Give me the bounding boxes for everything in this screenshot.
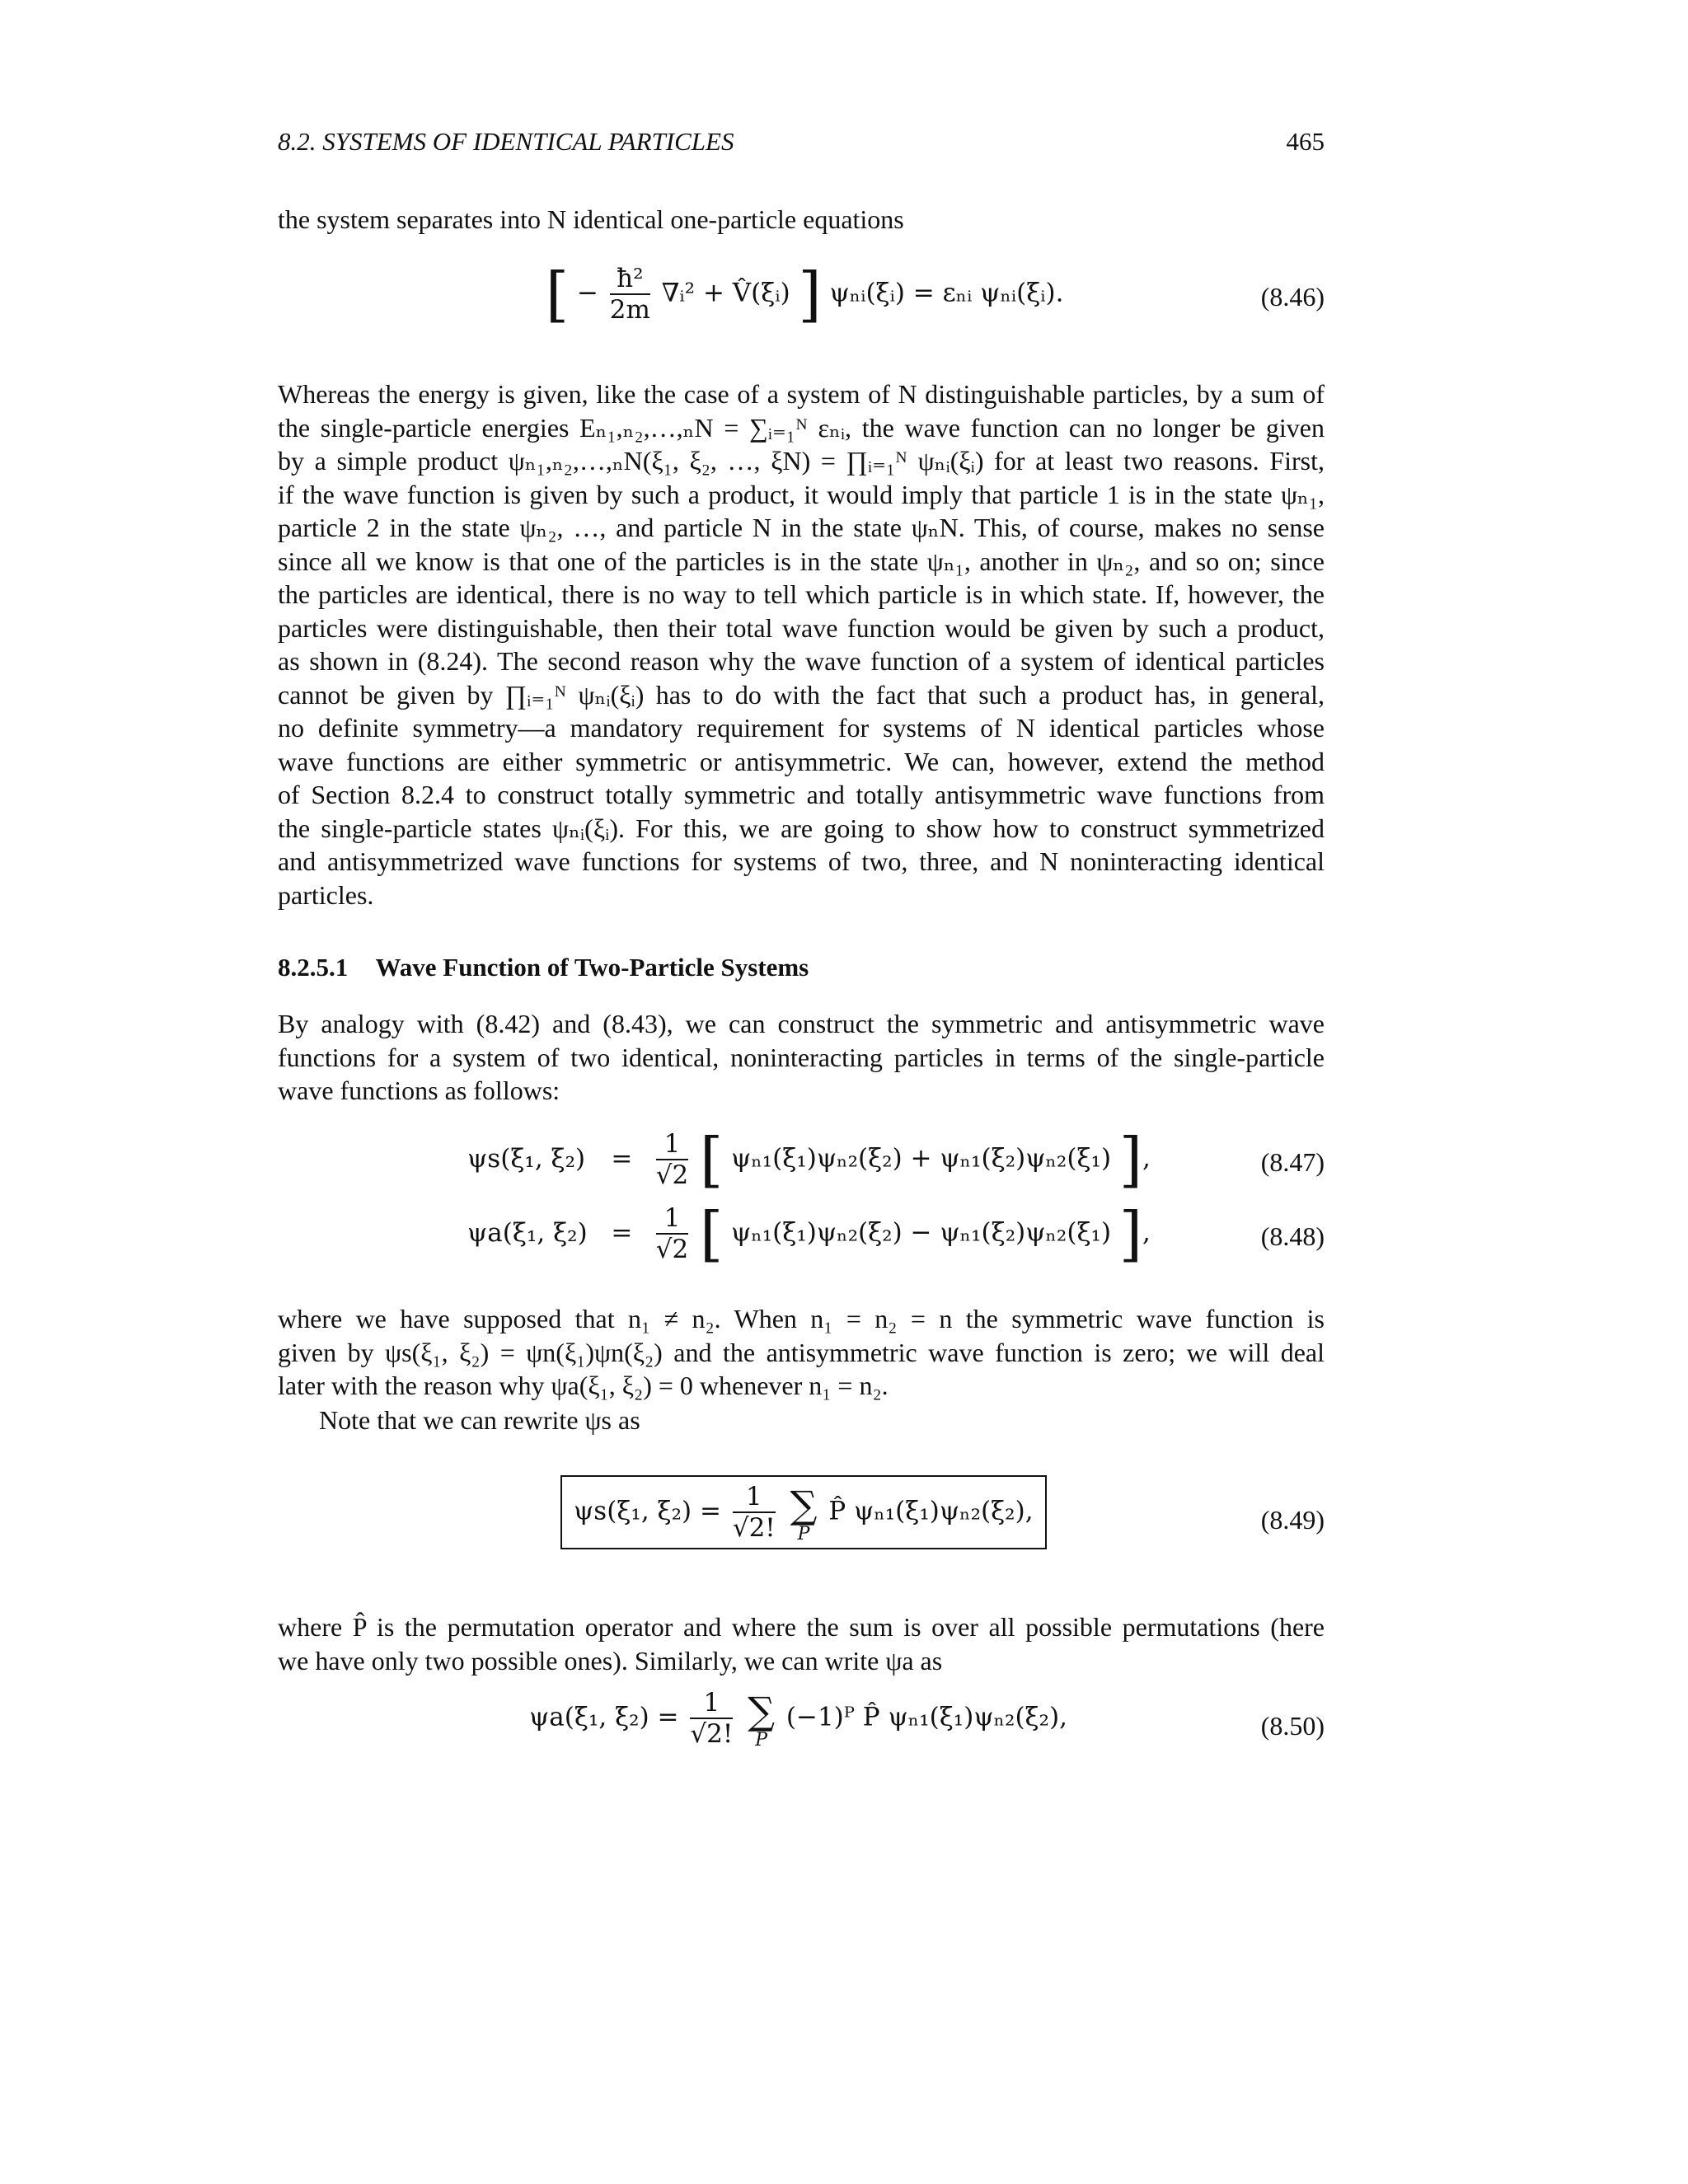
comma: , bbox=[1142, 1217, 1151, 1248]
text-line: By analogy with (8.42) and (8.43), we can construct the symmetric and antisymmetric wave bbox=[278, 1009, 1325, 1038]
equals-sign: = bbox=[611, 1217, 633, 1248]
minus-sign: − bbox=[576, 278, 598, 308]
denominator: √2 bbox=[655, 1160, 689, 1190]
left-bracket: [ bbox=[700, 1199, 724, 1268]
text-line: since all we know is that one of the particles is in the state ψₙ₁, another in ψₙ₂, and so on; since bbox=[278, 546, 1325, 576]
text-line: wave functions as follows: bbox=[278, 1076, 560, 1105]
denominator: √2! bbox=[690, 1719, 734, 1749]
intro-line bbox=[278, 203, 1325, 237]
equation-8-46-body bbox=[546, 260, 1064, 329]
left-bracket: [ bbox=[546, 260, 570, 329]
equation-lhs: ψa(ξ₁, ξ₂) bbox=[467, 1217, 588, 1248]
section-heading bbox=[278, 953, 809, 982]
equation-number: (8.49) bbox=[1260, 1505, 1325, 1535]
text-line: cannot be given by ∏ᵢ₌₁ᴺ ψₙᵢ(ξᵢ) has to do with the fact that such a product has, in general, bbox=[278, 679, 1325, 710]
equation-body: (−1)ᴾ P̂ ψₙ₁(ξ₁)ψₙ₂(ξ₂), bbox=[785, 1702, 1068, 1732]
equation-body: ψₙ₁(ξ₁)ψₙ₂(ξ₂) − ψₙ₁(ξ₂)ψₙ₂(ξ₁) bbox=[731, 1217, 1112, 1248]
text-line: where P̂ is the permutation operator and where the sum is over all possible permutations (here bbox=[278, 1612, 1325, 1642]
sum-index: P bbox=[797, 1524, 810, 1544]
equation-lhs: ψa(ξ₁, ξ₂) = bbox=[529, 1702, 679, 1732]
text-line: the system separates into N identical one-particle equations bbox=[278, 204, 904, 234]
denominator: 2m bbox=[609, 295, 650, 325]
equation-8-50 bbox=[278, 1688, 1325, 1779]
text-line: the single-particle states ψₙᵢ(ξᵢ). For this, we are going to show how to construct symmetrized bbox=[278, 813, 1325, 843]
text-line: the single-particle energies Eₙ₁,ₙ₂,…,ₙN = ∑ᵢ₌₁ᴺ εₙᵢ, the wave function can no longer be given bbox=[278, 412, 1325, 443]
denominator: √2! bbox=[732, 1513, 776, 1543]
equation-8-47-body bbox=[467, 1125, 1151, 1194]
text-line: and antisymmetrized wave functions for systems of two, three, and N noninteracting identical bbox=[278, 846, 1325, 876]
comma: , bbox=[1142, 1143, 1151, 1174]
fraction bbox=[690, 1688, 733, 1749]
right-bracket: ] bbox=[798, 260, 822, 329]
text-line: particles. bbox=[278, 879, 374, 910]
equation-8-47 bbox=[278, 1125, 1325, 1195]
text-line: no definite symmetry—a mandatory requirement for systems of N identical particles whose bbox=[278, 713, 1325, 743]
right-bracket: ] bbox=[1118, 1125, 1143, 1194]
paragraph-rewrite bbox=[278, 1404, 1325, 1437]
numerator: 1 bbox=[656, 1129, 688, 1160]
equation-8-49-body bbox=[560, 1475, 1047, 1549]
equation-8-50-body bbox=[529, 1688, 1067, 1749]
numerator: 1 bbox=[656, 1203, 688, 1235]
laplacian-term: ∇ᵢ² + V̂(ξᵢ) bbox=[661, 278, 790, 308]
equals-sign: = bbox=[611, 1143, 633, 1174]
sum-symbol: ∑ bbox=[790, 1483, 818, 1527]
equation-8-46 bbox=[278, 260, 1325, 330]
paragraph-identical-particles bbox=[278, 377, 1325, 912]
equation-lhs: ψs(ξ₁, ξ₂) = bbox=[574, 1496, 721, 1526]
fraction bbox=[656, 1129, 688, 1190]
sum-index: P bbox=[755, 1730, 768, 1750]
section-number: 8.2.5.1 bbox=[278, 953, 349, 982]
text-line: particles were distinguishable, then their total wave function would be given by such a product, bbox=[278, 612, 1325, 643]
running-head bbox=[278, 124, 1325, 160]
text-line: Note that we can rewrite ψs as bbox=[319, 1405, 640, 1435]
equation-number: (8.50) bbox=[1260, 1711, 1325, 1741]
paragraph-supposed bbox=[278, 1302, 1325, 1403]
equation-8-48-body bbox=[467, 1199, 1151, 1268]
section-title: Wave Function of Two-Particle Systems bbox=[375, 953, 809, 982]
text-line: the particles are identical, there is no way to tell which particle is in which state. If, however, the bbox=[278, 579, 1325, 609]
fraction bbox=[656, 1203, 688, 1264]
equation-8-49 bbox=[278, 1475, 1325, 1566]
fraction bbox=[733, 1482, 776, 1543]
text-line: functions for a system of two identical, noninteracting particles in terms of the single-particle bbox=[278, 1042, 1325, 1072]
equation-rhs: ψₙᵢ(ξᵢ) = εₙᵢ ψₙᵢ(ξᵢ). bbox=[829, 278, 1064, 308]
text-line: by a simple product ψₙ₁,ₙ₂,…,ₙN(ξ₁, ξ₂, …, ξN) = ∏ᵢ₌₁ᴺ ψₙᵢ(ξᵢ) for at least two reasons. First, bbox=[278, 446, 1325, 476]
equation-body: P̂ ψₙ₁(ξ₁)ψₙ₂(ξ₂), bbox=[828, 1496, 1034, 1526]
equation-body: ψₙ₁(ξ₁)ψₙ₂(ξ₂) + ψₙ₁(ξ₂)ψₙ₂(ξ₁) bbox=[731, 1143, 1112, 1174]
numerator: 1 bbox=[690, 1688, 733, 1719]
text-line: Whereas the energy is given, like the case of a system of N distinguishable particles, by a sum of bbox=[278, 379, 1325, 409]
right-bracket: ] bbox=[1118, 1199, 1143, 1268]
running-head-title: 8.2. SYSTEMS OF IDENTICAL PARTICLES bbox=[278, 127, 734, 156]
numerator: 1 bbox=[733, 1482, 776, 1513]
paragraph-two-particle bbox=[278, 1007, 1325, 1108]
text-line: of Section 8.2.4 to construct totally symmetric and totally antisymmetric wave functions from bbox=[278, 780, 1325, 809]
text-line: wave functions are either symmetric or antisymmetric. We can, however, extend the method bbox=[278, 746, 1325, 776]
text-line: given by ψs(ξ₁, ξ₂) = ψn(ξ₁)ψn(ξ₂) and the antisymmetric wave function is zero; we will deal bbox=[278, 1337, 1325, 1367]
fraction bbox=[610, 264, 650, 325]
equation-number: (8.48) bbox=[1260, 1221, 1325, 1251]
text-line: as shown in (8.24). The second reason why the wave function of a system of identical particles bbox=[278, 646, 1325, 676]
text-line: we have only two possible ones). Similarly, we can write ψa as bbox=[278, 1645, 943, 1675]
equation-number: (8.47) bbox=[1260, 1147, 1325, 1177]
text-line: if the wave function is given by such a product, it would imply that particle 1 is in the state ψₙ₁, bbox=[278, 479, 1325, 509]
text-line: particle 2 in the state ψₙ₂, …, and particle N in the state ψₙN. This, of course, makes no sense bbox=[278, 513, 1325, 542]
boxed-equation bbox=[560, 1475, 1047, 1549]
text-line: where we have supposed that n₁ ≠ n₂. When n₁ = n₂ = n the symmetric wave function is bbox=[278, 1304, 1325, 1333]
left-bracket: [ bbox=[700, 1125, 724, 1194]
sum-symbol: ∑ bbox=[748, 1689, 776, 1733]
equation-number: (8.46) bbox=[1260, 282, 1325, 312]
text-line: later with the reason why ψa(ξ₁, ξ₂) = 0 whenever n₁ = n₂. bbox=[278, 1371, 889, 1400]
denominator: √2 bbox=[655, 1235, 689, 1264]
summation bbox=[790, 1483, 818, 1542]
numerator: ħ² bbox=[610, 264, 650, 295]
paragraph-permutation bbox=[278, 1610, 1325, 1677]
page-number: 465 bbox=[1286, 127, 1325, 156]
summation bbox=[748, 1689, 775, 1748]
equation-8-48 bbox=[278, 1199, 1325, 1269]
equation-lhs: ψs(ξ₁, ξ₂) bbox=[467, 1143, 586, 1174]
